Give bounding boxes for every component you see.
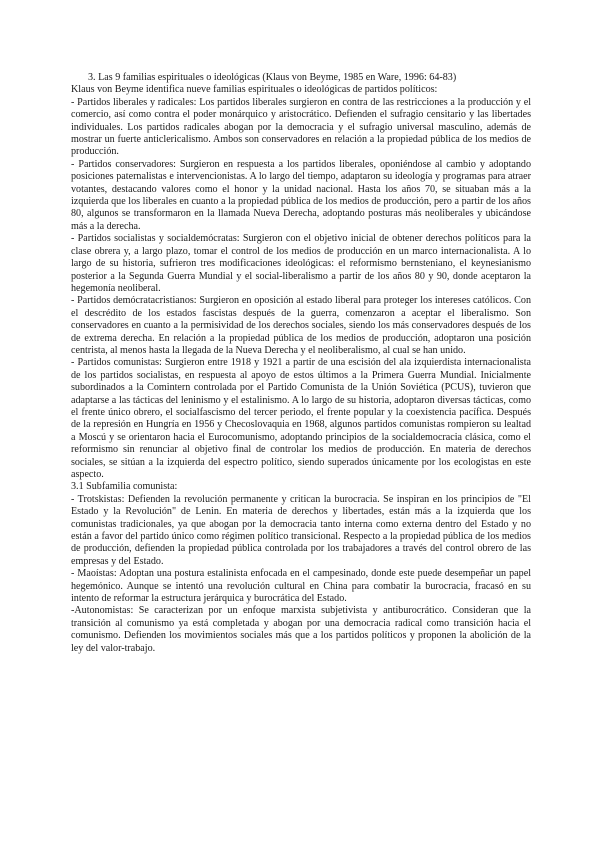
paragraph-trotskistas: - Trotskistas: Defienden la revolución permanente y critican la burocracia. Se inspiran en los principios de "El Estado y la Revolución" de Lenin. En materia de derechos y libertades, están más a la izquierda que los comunistas tradicionales, ya que abogan por la democracia tanto interna como externa dentro del Estado y no están a favor del partido único como régimen político transicional. Respecto a la propiedad pública de los medios de producción, defienden la propiedad pública controlada por los trabajadores a través del control obrero de las empresas y del Estado. xyxy=(71,493,531,567)
document-page xyxy=(71,72,531,655)
paragraph-comunistas: - Partidos comunistas: Surgieron entre 1918 y 1921 a partir de una escisión del ala izquierdista internacionalista de los partidos socialistas, en respuesta al apoyo de estos últimos a la Primera Guerra Mundial. Inicialmente subordinados a la Comintern controlada por el Partido Comunista de la Unión Soviética (PCUS), tuvieron que adaptarse a las tácticas del leninismo y el estalinismo. A lo largo de su historia, adoptaron diversas tácticas, como el frente único obrero, el socialfascismo del tercer periodo, el frente popular y la coexistencia pacífica. Después de la represión en Hungría en 1956 y Checoslovaquia en 1968, algunos partidos comunistas rompieron su lealtad a Moscú y se orientaron hacia el Eurocomunismo, adoptando principios de la socialdemocracia clásica, como el reformismo sin renunciar al objetivo final de controlar los medios de producción. En materia de derechos sociales, se sitúan a la izquierda del espectro político, siendo superados únicamente por los ecologistas en este aspecto. xyxy=(71,357,531,480)
paragraph-socialistas: - Partidos socialistas y socialdemócratas: Surgieron con el objetivo inicial de obtener derechos políticos para la clase obrera y, a largo plazo, tomar el control de los medios de producción en un marco internacionalista. A lo largo de su historia, sufrieron tres modificaciones ideológicas: el reformismo bernsteniano, el keynesianismo posterior a la Segunda Guerra Mundial y el social-liberalismo a partir de los años 80 y 90, donde aceptaron la hegemonía neoliberal. xyxy=(71,233,531,294)
paragraph-maoistas: - Maoístas: Adoptan una postura estalinista enfocada en el campesinado, donde este puede desempeñar un papel hegemónico. Aunque se intentó una revolución cultural en China para combatir la burocracia, fracasó en su intento de reformar la estructura jerárquica y burocrática del Estado. xyxy=(71,568,531,605)
section-heading: 3. Las 9 familias espirituales o ideológicas (Klaus von Beyme, 1985 en Ware, 1996: 64-83) xyxy=(88,72,457,83)
paragraph-liberales: - Partidos liberales y radicales: Los partidos liberales surgieron en contra de las restricciones a la producción y el comercio, así como contra el poder monárquico y aristocrático. Defienden el sufragio censitario y las libertades individuales. Los partidos radicales abogan por la democracia y el sufragio universal masculino, además de mostrar un fuerte anticlericalismo. Ambos son conservadores en relación a la propiedad pública de los medios de producción. xyxy=(71,96,531,158)
paragraph-autonomistas: -Autonomistas: Se caracterizan por un enfoque marxista subjetivista y antiburocrático. Consideran que la transición al comunismo ya está completada y abogan por una democracia radical como transición hacia el comunismo. Defienden los movimientos sociales más que a los partidos políticos y proponen la abolición de la ley del valor-trabajo. xyxy=(71,605,531,654)
subsection-heading: 3.1 Subfamilia comunista: xyxy=(71,481,178,493)
paragraph-democratacristianos: - Partidos demócratacristianos: Surgieron en oposición al estado liberal para proteger los intereses católicos. Con el descrédito de los estados fascistas después de la guerra, comenzaron a aceptar el liberalismo. Son conservadores en cuanto a la permisividad de los derechos sociales, siendo los más conservadores después de los de extrema derecha. En relación a la propiedad pública de los medios de producción, adoptaron una posición centrista, al menos hasta la llegada de la Nueva Derecha y el neoliberalismo, al cual se han unido. xyxy=(71,295,531,356)
intro-paragraph: Klaus von Beyme identifica nueve familias espirituales o ideológicas de partidos políticos: xyxy=(71,84,438,96)
paragraph-conservadores: - Partidos conservadores: Surgieron en respuesta a los partidos liberales, oponiéndose al cambio y adoptando posiciones paternalistas e intervencionistas. A lo largo del tiempo, adaptaron su ideología y programas para atraer votantes, destacando valores como el honor y la unidad nacional. Hasta los años 70, se situaban más a la izquierda que los liberales en cuanto a la propiedad pública de los medios de producción, pero a partir de los años 80, algunos se transformaron en la llamada Nueva Derecha, adoptando posturas más neoliberales y ubicándose más a la derecha. xyxy=(71,158,531,232)
